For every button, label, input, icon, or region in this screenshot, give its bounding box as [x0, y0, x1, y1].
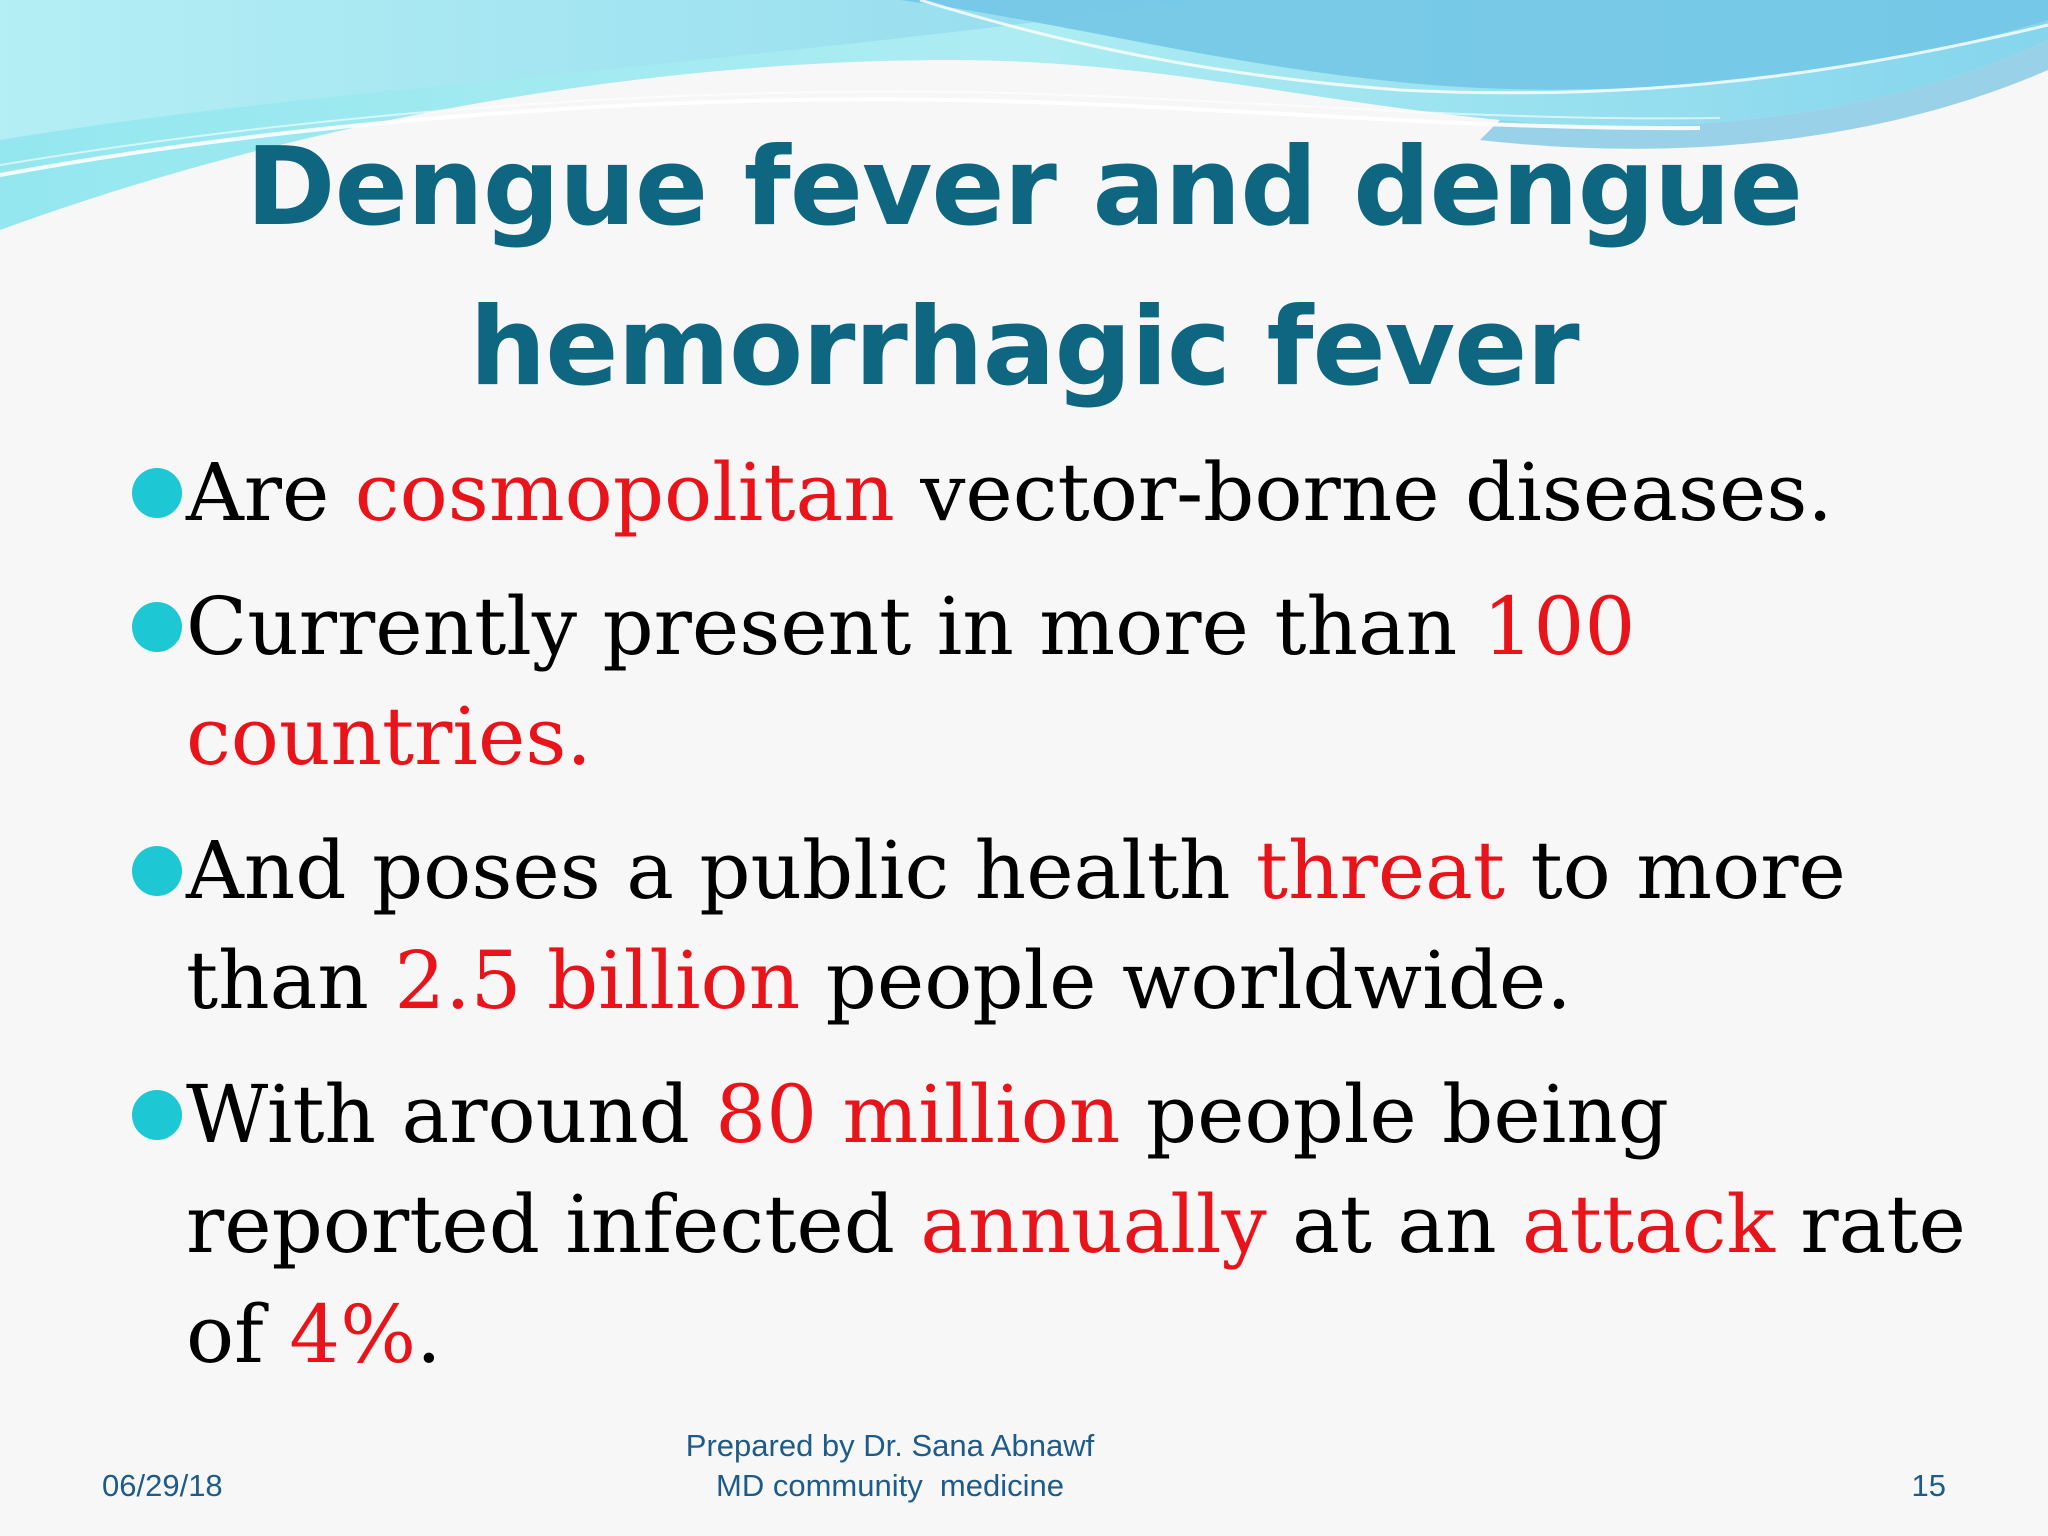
bullet-text-segment: people being reported infected	[186, 1068, 1670, 1271]
bullet-highlight-segment: annually	[920, 1178, 1267, 1271]
bullet-highlight-segment: cosmopolitan	[354, 446, 895, 539]
bullet-text	[186, 438, 1980, 548]
title-line-1: Dengue fever and dengue	[245, 125, 1803, 250]
footer-date: 06/29/18	[102, 1468, 223, 1503]
bullet-text-segment: Are	[186, 446, 355, 539]
bullet-highlight-segment: 2.5 billion	[394, 934, 801, 1027]
bullet-list	[120, 438, 1980, 1414]
bullet-dot-icon	[132, 1090, 182, 1140]
bullet-dot-icon	[132, 602, 182, 652]
bullet-highlight-segment: attack	[1522, 1178, 1775, 1271]
bullet-item	[120, 816, 1980, 1036]
bullet-text	[186, 572, 1980, 792]
bullet-highlight-segment: threat	[1255, 824, 1506, 917]
footer-department: MD community medicine	[716, 1468, 1064, 1503]
bullet-text-segment: .	[416, 1288, 442, 1381]
footer-page-number: 15	[1911, 1468, 1946, 1503]
bullet-dot-icon	[132, 846, 182, 896]
bullet-text-segment: people worldwide.	[800, 934, 1572, 1027]
slide-title	[0, 108, 2048, 428]
bullet-text-segment: With around	[186, 1068, 716, 1161]
title-line-2: hemorrhagic fever	[469, 285, 1579, 410]
bullet-dot-icon	[132, 468, 182, 518]
footer-prepared-by: Prepared by Dr. Sana Abnawf	[685, 1428, 1095, 1463]
bullet-highlight-segment: 80 million	[715, 1068, 1121, 1161]
bullet-text-segment: at an	[1266, 1178, 1523, 1271]
bullet-item	[120, 438, 1980, 548]
bullet-text	[186, 816, 1980, 1036]
bullet-text-segment: to more than	[186, 824, 1846, 1027]
bullet-text-segment: rate of	[186, 1178, 1966, 1381]
bullet-text-segment: Currently present in more than	[186, 580, 1483, 673]
bullet-text-segment: vector-borne diseases.	[894, 446, 1833, 539]
bullet-text-segment: And poses a public health	[186, 824, 1256, 917]
bullet-item	[120, 1060, 1980, 1390]
bullet-highlight-segment: 4%	[289, 1288, 417, 1381]
bullet-highlight-segment: 100 countries.	[186, 580, 1636, 783]
footer-author	[560, 1426, 1220, 1506]
bullet-text	[186, 1060, 1980, 1390]
bullet-item	[120, 572, 1980, 792]
